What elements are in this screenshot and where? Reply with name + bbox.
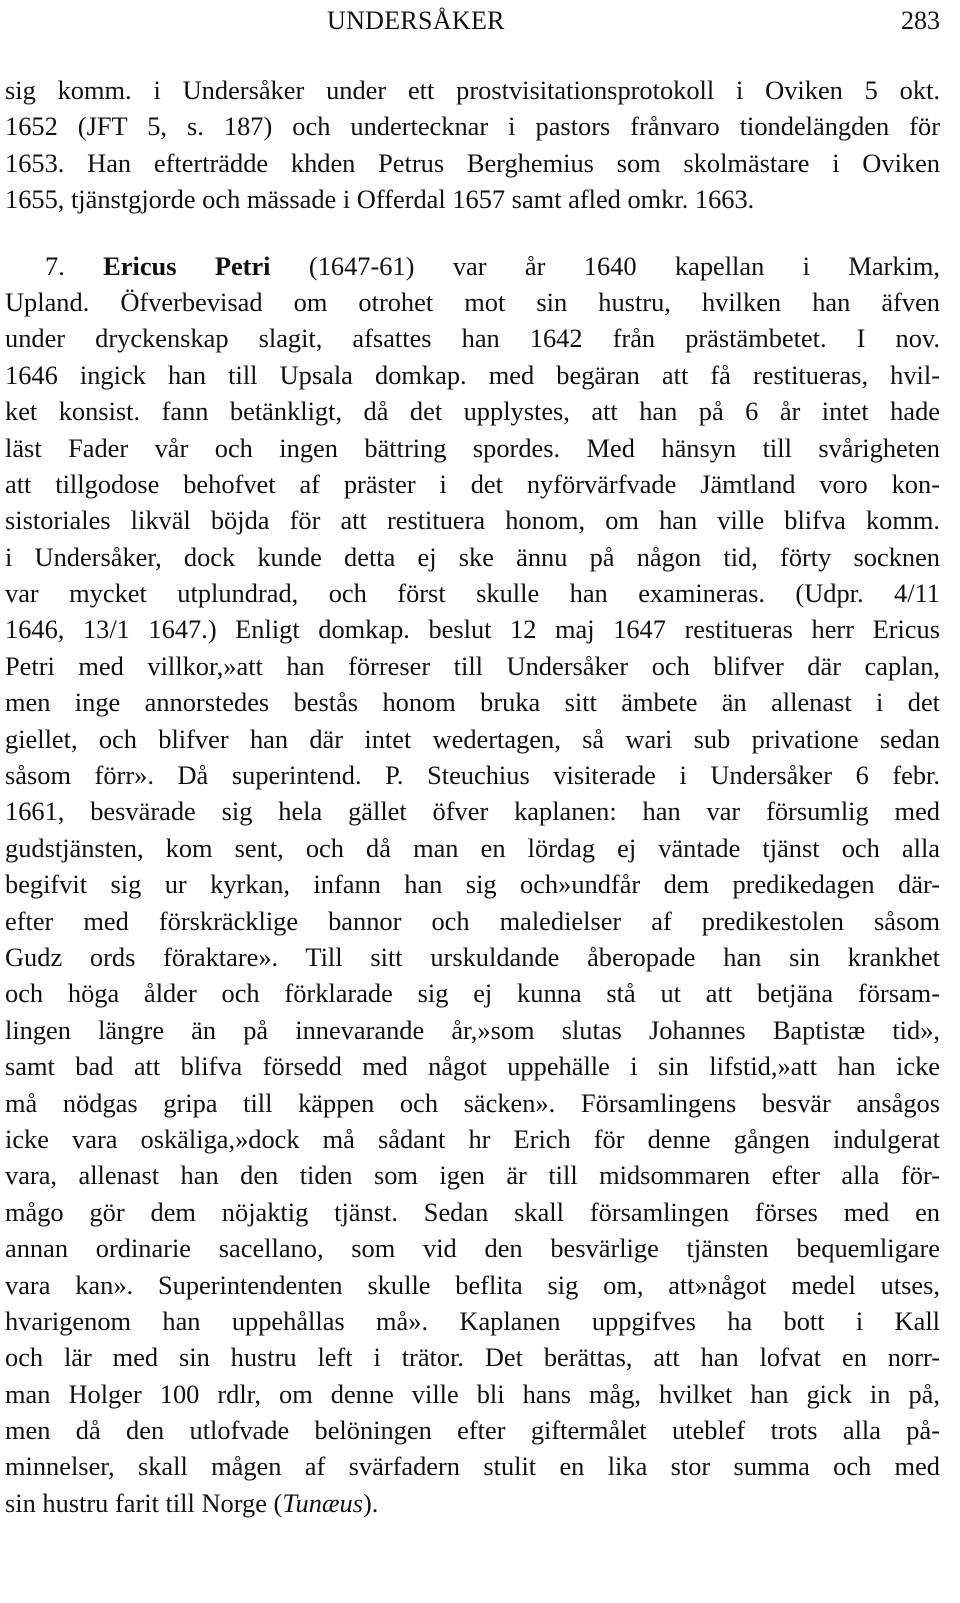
entry-name: Ericus Petri — [103, 250, 271, 281]
final-line-prefix: sin hustru farit till Norge ( — [5, 1487, 283, 1518]
text-line: må nödgas gripa till käppen och säcken». Församlingens besvär ansågos — [5, 1087, 940, 1118]
entry-number: 7. — [45, 250, 65, 281]
paragraph-2-lines — [5, 284, 940, 1485]
text-line: samt bad att blifva försedd med något uppehälle i sin lifstid,»att han icke — [5, 1051, 940, 1082]
final-line-suffix: ). — [363, 1487, 379, 1518]
text-line: 1652 (JFT 5, s. 187) och undertecknar i pastors frånvaro tiondelängden för — [5, 111, 940, 142]
text-line: hvarigenom han uppehållas må». Kaplanen uppgifves ha bott i Kall — [5, 1305, 940, 1336]
running-title: UNDERSÅKER — [327, 6, 505, 35]
paragraph-2 — [5, 248, 940, 1522]
text-line: mågo gör dem nöjaktig tjänst. Sedan skall församlingen förses med en — [5, 1196, 940, 1227]
text-line: begifvit sig ur kyrkan, infann han sig och»undfår dem predikedagen där- — [5, 869, 940, 900]
text-line: man Holger 100 rdlr, om denne ville bli hans måg, hvilket han gick in på, — [5, 1378, 940, 1409]
text-line: 1646 ingick han till Upsala domkap. med begäran att få restitueras, hvil- — [5, 359, 940, 390]
text-line: läst Fader vår och ingen bättring spordes. Med hänsyn till svårigheten — [5, 432, 940, 463]
page-header — [5, 0, 940, 40]
paragraph-gap — [5, 218, 940, 248]
paragraph-1 — [5, 72, 940, 218]
text-line: att tillgodose behofvet af präster i det nyförvärfvade Jämtland voro kon- — [5, 468, 940, 499]
text-line: vara, allenast han den tiden som igen är till midsommaren efter alla för- — [5, 1160, 940, 1191]
text-line: giellet, och blifver han där intet wedertagen, så wari sub privatione sedan — [5, 723, 940, 754]
text-line-final — [5, 1485, 940, 1521]
page-body — [5, 72, 940, 1521]
text-line: annan ordinarie sacellano, som vid den besvärlige tjänsten bequemligare — [5, 1233, 940, 1264]
text-line: i Undersåker, dock kunde detta ej ske ännu på någon tid, förty socknen — [5, 541, 940, 572]
text-line: Petri med villkor,»att han förreser till Undersåker och blifver där caplan, — [5, 650, 940, 681]
text-line: 1653. Han efterträdde khden Petrus Berghemius som skolmästare i Oviken — [5, 147, 940, 178]
text-line: såsom förr». Då superintend. P. Steuchius visiterade i Undersåker 6 febr. — [5, 760, 940, 791]
document-page — [5, 0, 940, 1518]
text-line: sig komm. i Undersåker under ett prostvisitationsprotokoll i Oviken 5 okt. — [5, 75, 940, 105]
text-line: sistoriales likväl böjda för att restituera honom, om han ville blifva komm. — [5, 505, 940, 536]
text-line: efter med förskräcklige bannor och maledielser af predikestolen såsom — [5, 905, 940, 936]
entry-heading-line — [5, 248, 940, 284]
text-line: lingen längre än på innevarande år,»som slutas Johannes Baptistæ tid», — [5, 1014, 940, 1045]
text-line: men då den utlofvade belöningen efter giftermålet uteblef trots alla på- — [5, 1415, 940, 1446]
text-line: gudstjänsten, kom sent, och då man en lördag ej väntade tjänst och alla — [5, 832, 940, 863]
text-line: men inge annorstedes bestås honom bruka sitt ämbete än allenast i det — [5, 687, 940, 718]
text-line: och höga ålder och förklarade sig ej kunna stå ut att betjäna försam- — [5, 978, 940, 1009]
text-line: 1655, tjänstgjorde och mässade i Offerdal 1657 samt afled omkr. 1663. — [5, 184, 755, 215]
text-line: och lär med sin hustru left i trätor. Det berättas, att han lofvat en norr- — [5, 1342, 940, 1373]
source-citation: Tunæus — [282, 1487, 363, 1518]
text-line: 1646, 13/1 1647.) Enligt domkap. beslut 12 maj 1647 restitueras herr Ericus — [5, 614, 940, 645]
text-line: Gudz ords föraktare». Till sitt urskuldande åberopade han sin krankhet — [5, 941, 940, 972]
page-number: 283 — [901, 6, 940, 35]
text-line: minnelser, skall mågen af svärfadern stulit en lika stor summa och med — [5, 1451, 940, 1482]
text-line: var mycket utplundrad, och först skulle han examineras. (Udpr. 4/11 — [5, 578, 940, 609]
text-line: Upland. Öfverbevisad om otrohet mot sin hustru, hvilken han äfven — [5, 286, 940, 317]
text-line: 1661, besvärade sig hela gället öfver kaplanen: han var försumlig med — [5, 796, 940, 827]
text-line: ket konsist. fann betänkligt, då det upplystes, att han på 6 år intet hade — [5, 396, 940, 427]
text-line: under dryckenskap slagit, afsattes han 1642 från prästämbetet. I nov. — [5, 323, 940, 354]
entry-heading-rest: (1647-61) var år 1640 kapellan i Markim, — [308, 250, 940, 281]
text-line: icke vara oskäliga,»dock må sådant hr Erich för denne gången indulgerat — [5, 1123, 940, 1154]
text-line: vara kan». Superintendenten skulle beflita sig om, att»något medel utses, — [5, 1269, 940, 1300]
